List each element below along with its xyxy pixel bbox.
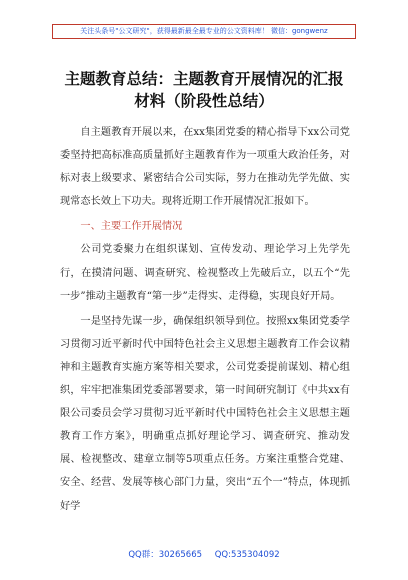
header-banner: 关注头条号"公文研究"，获得最新最全最专业的公文资料库！ 微信：gongwenz: [52, 24, 356, 39]
title-line-2: 材料（阶段性总结）: [134, 92, 274, 110]
footer-qq-group: QQ群：30265665: [128, 550, 203, 560]
document-title: [40, 68, 368, 112]
footer-contact: [0, 548, 408, 560]
title-line-1: 主题教育总结：主题教育开展情况的汇报: [64, 70, 344, 88]
section-heading: 一、主要工作开展情况: [80, 221, 183, 233]
paragraph-point-one: 一是坚持先谋一步，确保组织领导到位。按照xx集团党委学习贯彻习近平新时代中国特色社会主义思想主题教育工作会议精神和主题教育实施方案等相关要求，公司党委提前谋划、精心组织，牢牢把准集团党委部署要求，第一时间研究制订《中共xx有限公司委员会学习贯彻习近平新时代中国特色社会主义思想主题教育工作方案》，明确重点抓好理论学习、调查研究、推动发展、检视整改、建章立制等5项重点任务。方案注重整合党建、安全、经营、发展等核心部门力量，突出“五个一”特点，体现抓好学: [60, 315, 350, 512]
paragraph-intro: 自主题教育开展以来，在xx集团党委的精心指导下xx公司党委坚持把高标准高质量抓好主题教育作为一项重大政治任务，对标对表上级要求、紧密结合公司实际，努力在推动先学先做、实现常态长效上下功夫。现将近期工作开展情况汇报如下。: [60, 127, 350, 208]
document-body: [60, 121, 350, 518]
footer-qq: QQ:535304092: [214, 550, 280, 560]
paragraph-overview: 公司党委聚力在组织谋划、宣传发动、理论学习上先学先行，在摸清问题、调查研究、检视整改上先破后立，以五个“先一步”推动主题教育“第一步”走得实、走得稳，实现良好开局。: [60, 244, 350, 302]
